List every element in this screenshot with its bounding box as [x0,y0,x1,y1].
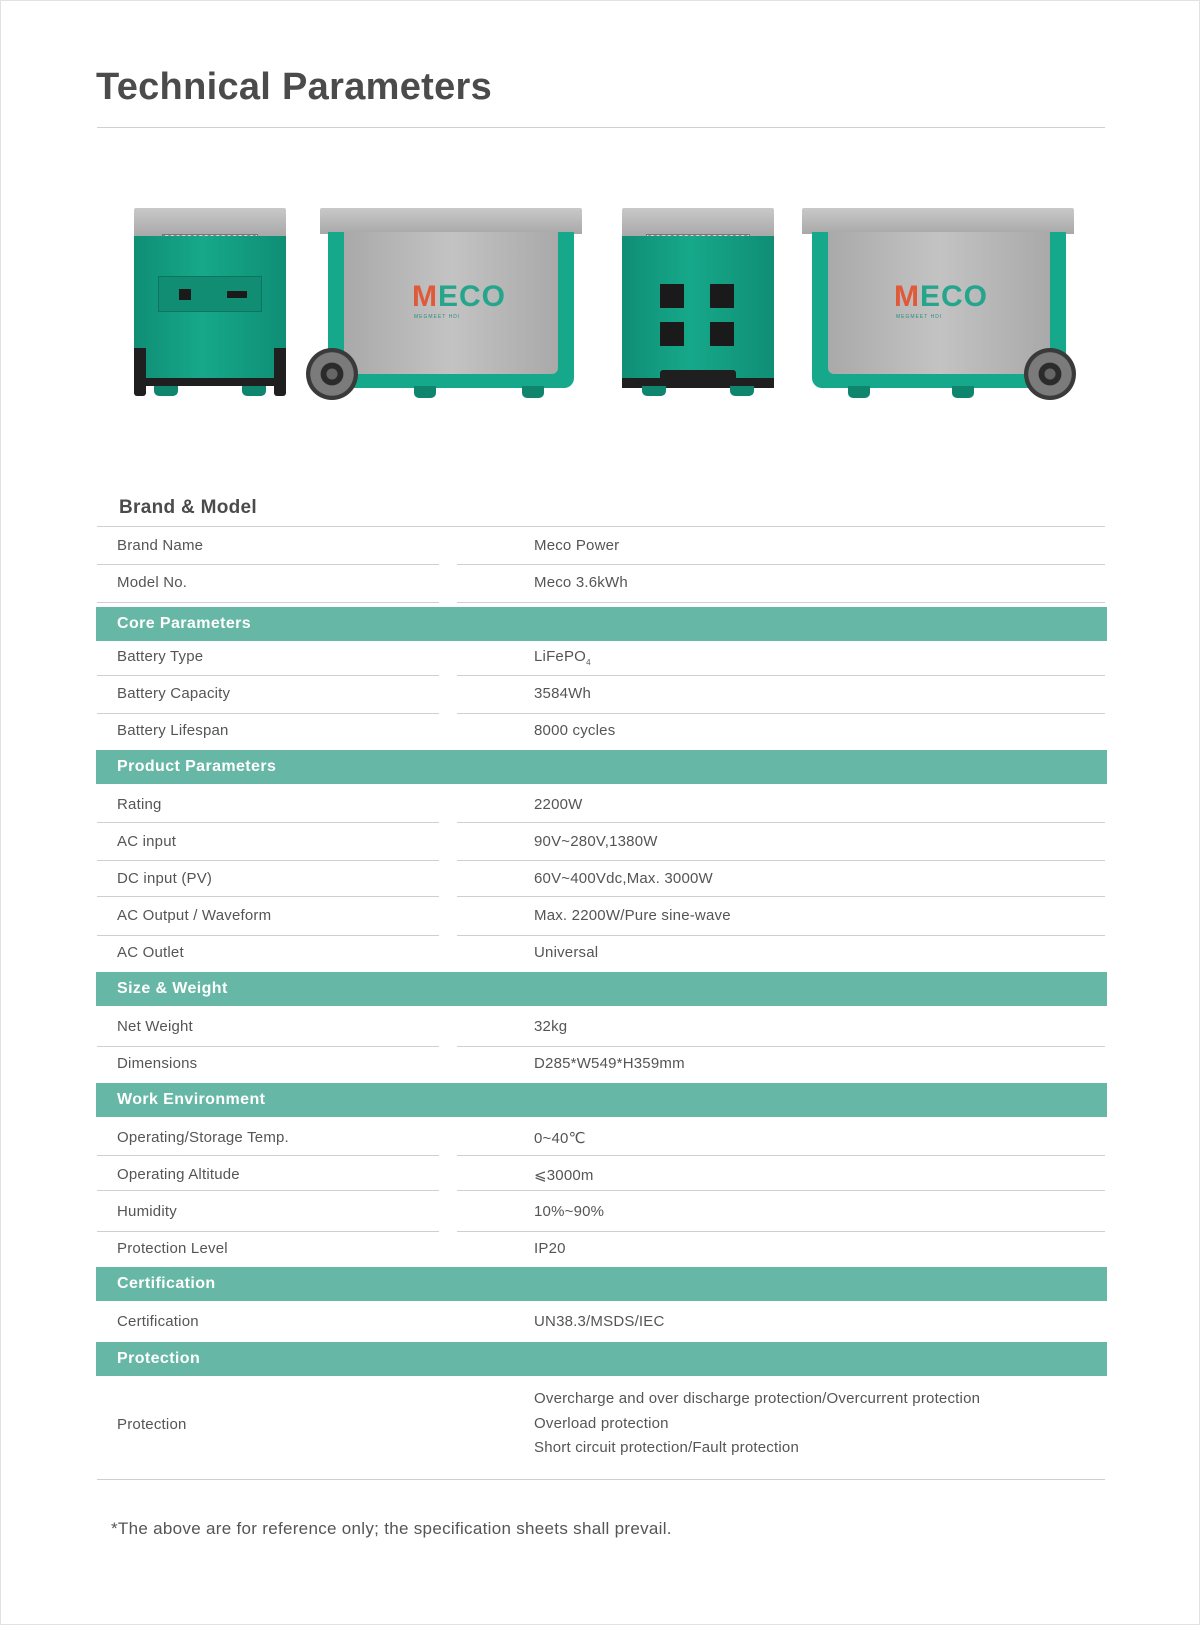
product-image-side-right [802,208,1078,400]
spec-value: 3584Wh [534,685,592,702]
wheel-icon [306,348,358,400]
product-image-front [134,208,286,400]
ac-port-icon [179,289,191,300]
spec-label: Dimensions [117,1055,198,1072]
spec-label: AC input [117,833,177,850]
page-title: Technical Parameters [96,66,493,108]
spec-label: Model No. [117,574,188,591]
product-image-back [622,208,774,400]
spec-label: Brand Name [117,537,204,554]
spec-label: Battery Type [117,648,204,665]
spec-label: Protection [117,1416,187,1433]
section-band-certification: Certification [96,1267,1107,1301]
spec-value: LiFePO$_4$ [534,648,591,667]
meco-logo: MECO [894,280,989,313]
spec-value: 2200W [534,796,583,813]
row-divider [97,1479,1105,1480]
spec-value: 60V~400Vdc,Max. 3000W [534,870,713,887]
spec-value: ⩽3000m [534,1167,594,1184]
logo-subtext: MEGMEET HDI [896,314,943,320]
spec-value: D285*W549*H359mm [534,1055,685,1072]
meco-logo: MECO [412,280,507,313]
footnote: *The above are for reference only; the specification sheets shall prevail. [111,1519,672,1538]
spec-label: Certification [117,1313,199,1330]
protection-item: Overcharge and over discharge protection/Overcurrent protection [534,1390,981,1407]
spec-value: 10%~90% [534,1203,605,1220]
product-image-side-left [314,208,582,400]
spec-value: 8000 cycles [534,722,616,739]
outlet-icon [710,322,734,346]
spec-label: AC Output / Waveform [117,907,272,924]
spec-label: Battery Lifespan [117,722,229,739]
spec-label: Battery Capacity [117,685,231,702]
outlet-icon [660,284,684,308]
outlet-icon [660,322,684,346]
spec-value: IP20 [534,1240,566,1257]
wheel-icon [1024,348,1076,400]
section-band-product: Product Parameters [96,750,1107,784]
port-panel [158,276,262,312]
outlet-icon [710,284,734,308]
spec-label: Operating/Storage Temp. [117,1129,289,1146]
spec-label: Rating [117,796,162,813]
logo-subtext: MEGMEET HDI [414,314,461,320]
section-band-size: Size & Weight [96,972,1107,1006]
spec-label: AC Outlet [117,944,184,961]
spec-value: Max. 2200W/Pure sine-wave [534,907,731,924]
spec-value: Meco 3.6kWh [534,574,628,591]
section-heading-brand: Brand & Model [119,497,257,518]
row-divider [97,526,1105,527]
spec-label: Net Weight [117,1018,193,1035]
spec-value: 90V~280V,1380W [534,833,658,850]
spec-value: Universal [534,944,599,961]
protection-item: Overload protection [534,1414,669,1432]
spec-label: Protection Level [117,1240,228,1257]
section-band-environment: Work Environment [96,1083,1107,1117]
protection-list [534,1387,980,1461]
title-divider [97,127,1105,128]
spec-value: UN38.3/MSDS/IEC [534,1313,665,1330]
spec-label: Operating Altitude [117,1166,240,1183]
protection-item: Short circuit protection/Fault protection [534,1439,799,1456]
spec-label: DC input (PV) [117,870,213,887]
spec-label: Humidity [117,1203,177,1220]
usb-port-icon [227,291,247,298]
spec-value: Meco Power [534,537,620,554]
spec-value: 32kg [534,1018,568,1035]
spec-value: 0~40℃ [534,1130,586,1147]
section-band-core: Core Parameters [96,607,1107,641]
section-band-protection: Protection [96,1342,1107,1376]
